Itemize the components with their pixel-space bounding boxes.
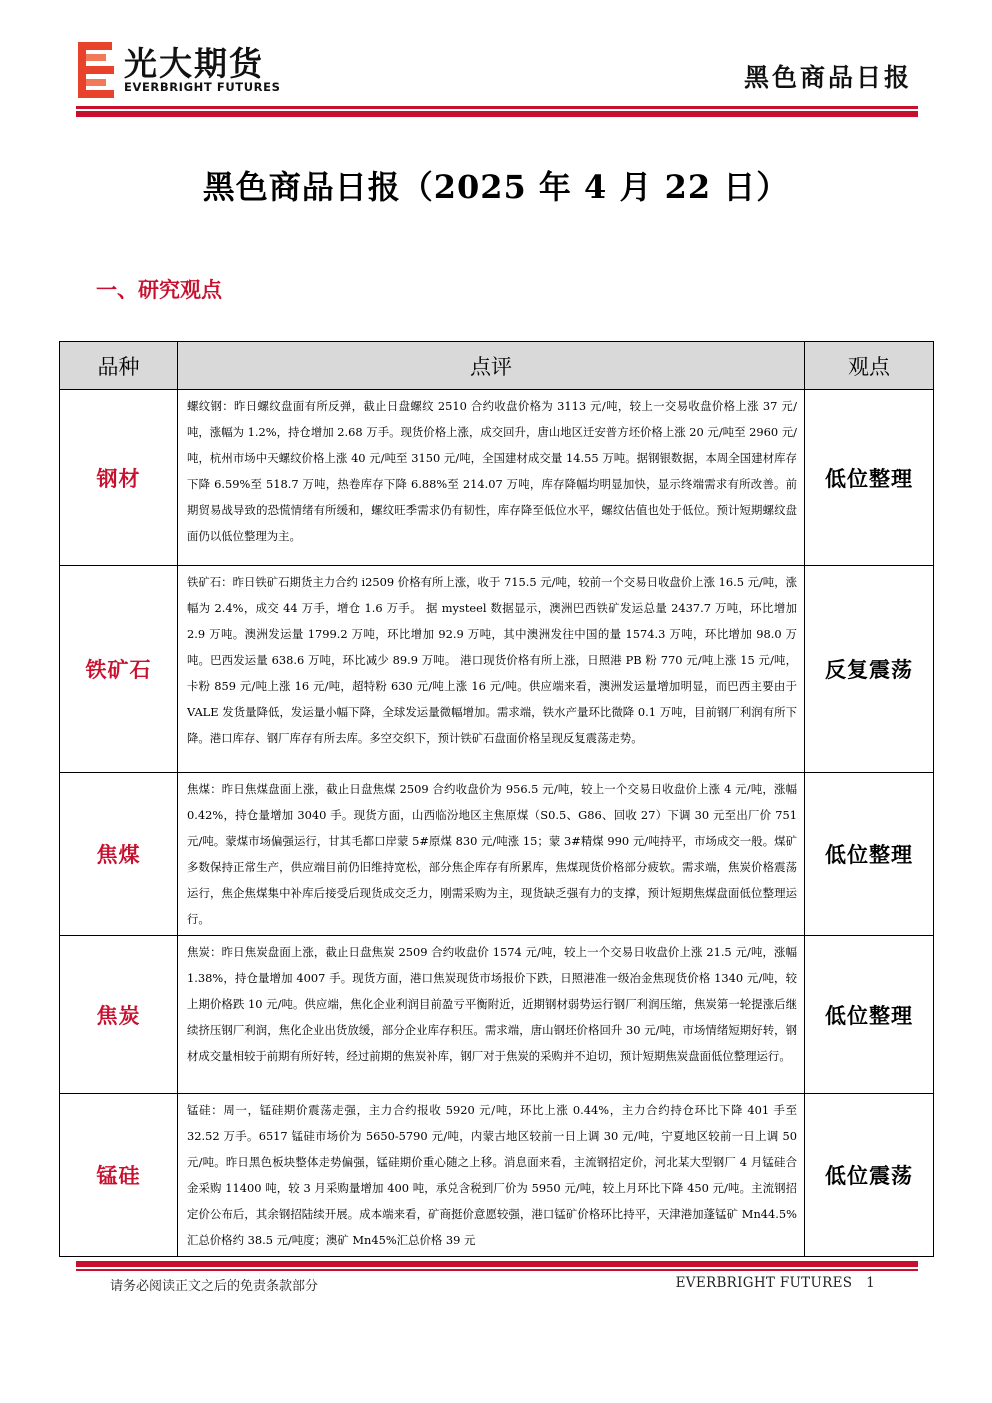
comment-cell: 铁矿石：昨日铁矿石期货主力合约 i2509 价格有所上涨，收于 715.5 元/吨，较前一个交易日收盘价上涨 16.5 元/吨，涨幅为 2.4%，成交 44 万手，增仓 1.6 万手。 据 mysteel 数据显示，澳洲巴西铁矿发运总量 2437.7 万吨，环比增加 2.9 万吨。澳洲发运量 1799.2 万吨，环比增加 92.9 万吨，其中澳洲发往中国的量 1574.3 万吨，环比增加 98.0 万吨。巴西发运量 638.6 万吨，环比减少 89.9 万吨。 港口现货价格有所上涨，日照港 PB 粉 770 元/吨上涨 15 元/吨，卡粉 859 元/吨上涨 16 元/吨，超特粉 630 元/吨上涨 16 元/吨。供应端来看，澳洲发运量增加明显，而巴西主要由于 VALE 发货量降低，发运量小幅下降，全球发运量微幅增加。需求端，铁水产量环比微降 0.1 万吨，目前钢厂利润有所下降。港口库存、钢厂库存有所去库。多空交织下，预计铁矿石盘面价格呈现反复震荡走势。 bbox=[178, 566, 805, 773]
logo-chinese-name: 光大期货 bbox=[124, 44, 264, 83]
table-row bbox=[60, 566, 934, 773]
view-cell: 低位震荡 bbox=[805, 1094, 934, 1257]
page-number: 1 bbox=[866, 1275, 875, 1291]
view-cell: 低位整理 bbox=[805, 936, 934, 1094]
header-divider bbox=[76, 106, 918, 118]
variety-cell: 焦煤 bbox=[60, 773, 178, 936]
logo-english-name: EVERBRIGHT FUTURES bbox=[124, 80, 281, 94]
variety-cell: 钢材 bbox=[60, 390, 178, 566]
table-row bbox=[60, 936, 934, 1094]
footer-brand bbox=[676, 1275, 875, 1291]
view-cell: 反复震荡 bbox=[805, 566, 934, 773]
column-header-comment: 点评 bbox=[178, 342, 805, 390]
variety-cell: 铁矿石 bbox=[60, 566, 178, 773]
table-row bbox=[60, 390, 934, 566]
report-type-tag: 黑色商品日报 bbox=[743, 63, 912, 92]
page-header bbox=[0, 0, 992, 125]
footer-divider bbox=[76, 1260, 918, 1272]
section-heading: 一、研究观点 bbox=[96, 278, 222, 302]
comment-cell: 焦煤：昨日焦煤盘面上涨，截止日盘焦煤 2509 合约收盘价为 956.5 元/吨，较上一个交易日收盘价上涨 4 元/吨，涨幅 0.42%，持仓量增加 3040 手。现货方面，山西临汾地区主焦原煤（S0.5、G86、回收 27）下调 30 元至出厂价 751 元/吨。蒙煤市场偏强运行，甘其毛都口岸蒙 5#原煤 830 元/吨涨 15；蒙 3#精煤 990 元/吨持平，市场成交一般。煤矿多数保持正常生产，供应端目前仍旧维持宽松，部分焦企库存有所累库，焦煤现货价格部分疲软。需求端，焦炭价格震荡运行，焦企焦煤集中补库后接受后现货成交乏力，刚需采购为主，现货缺乏强有力的支撑，预计短期焦煤盘面低位整理运行。 bbox=[178, 773, 805, 936]
comment-cell: 焦炭：昨日焦炭盘面上涨，截止日盘焦炭 2509 合约收盘价 1574 元/吨，较上一个交易日收盘价上涨 21.5 元/吨，涨幅 1.38%，持仓量增加 4007 手。现货方面，港口焦炭现货市场报价下跌，日照港准一级冶金焦现货价格 1340 元/吨，较上期价格跌 10 元/吨。供应端，焦化企业利润目前盈亏平衡附近，近期钢材弱势运行钢厂利润压缩，焦炭第一轮提涨后继续挤压钢厂利润，焦化企业出货放缓，部分企业库存积压。需求端，唐山钢坯价格回升 30 元/吨，市场情绪短期好转，钢材成交量相较于前期有所好转，经过前期的焦炭补库，钢厂对于焦炭的采购并不迫切，预计短期焦炭盘面低位整理运行。 bbox=[178, 936, 805, 1094]
variety-cell: 焦炭 bbox=[60, 936, 178, 1094]
table-header-row bbox=[60, 342, 934, 390]
research-views-table bbox=[59, 341, 934, 1257]
variety-cell: 锰硅 bbox=[60, 1094, 178, 1257]
view-cell: 低位整理 bbox=[805, 390, 934, 566]
comment-cell: 螺纹钢：昨日螺纹盘面有所反弹，截止日盘螺纹 2510 合约收盘价格为 3113 元/吨，较上一交易收盘价格上涨 37 元/吨，涨幅为 1.2%，持仓增加 2.68 万手。现货价格上涨，成交回升，唐山地区迁安普方坯价格上涨 20 元/吨至 2960 元/吨，杭州市场中天螺纹价格上涨 40 元/吨至 3150 元/吨，全国建材成交量 14.55 万吨。据钢银数据，本周全国建材库存下降 6.59%至 518.7 万吨，热卷库存下降 6.88%至 214.07 万吨，库存降幅均明显加快，显示终端需求有所改善。前期贸易战导致的恐慌情绪有所缓和，螺纹旺季需求仍有韧性，库存降至低位水平，螺纹估值也处于低位。预计短期螺纹盘面仍以低位整理为主。 bbox=[178, 390, 805, 566]
view-cell: 低位整理 bbox=[805, 773, 934, 936]
page-title: 黑色商品日报（2025 年 4 月 22 日） bbox=[202, 168, 790, 206]
table-row bbox=[60, 773, 934, 936]
comment-cell: 锰硅：周一，锰硅期价震荡走强，主力合约报收 5920 元/吨，环比上涨 0.44%，主力合约持仓环比下降 401 手至 32.52 万手。6517 锰硅市场价为 5650-5790 元/吨，内蒙古地区较前一日上调 30 元/吨，宁夏地区较前一日上调 50 元/吨。昨日黑色板块整体走势偏强，锰硅期价重心随之上移。消息面来看，主流钢招定价，河北某大型钢厂 4 月锰硅合金采购 11400 吨，较 3 月采购量增加 400 吨，承兑含税到厂价为 5950 元/吨，较上月环比下降 450 元/吨。主流钢招定价公布后，其余钢招陆续开展。成本端来看，矿商挺价意愿较强，港口锰矿价格环比持平，天津港加蓬锰矿 Mn44.5%汇总价格约 38.5 元/吨度；澳矿 Mn45%汇总价格 39 元 bbox=[178, 1094, 805, 1257]
footer-brand-name: EVERBRIGHT FUTURES bbox=[675, 1275, 853, 1291]
table-row bbox=[60, 1094, 934, 1257]
disclaimer-note: 请务必阅读正文之后的免责条款部分 bbox=[110, 1279, 319, 1294]
column-header-variety: 品种 bbox=[60, 342, 178, 390]
everbright-logo-icon bbox=[78, 42, 116, 98]
column-header-view: 观点 bbox=[805, 342, 934, 390]
